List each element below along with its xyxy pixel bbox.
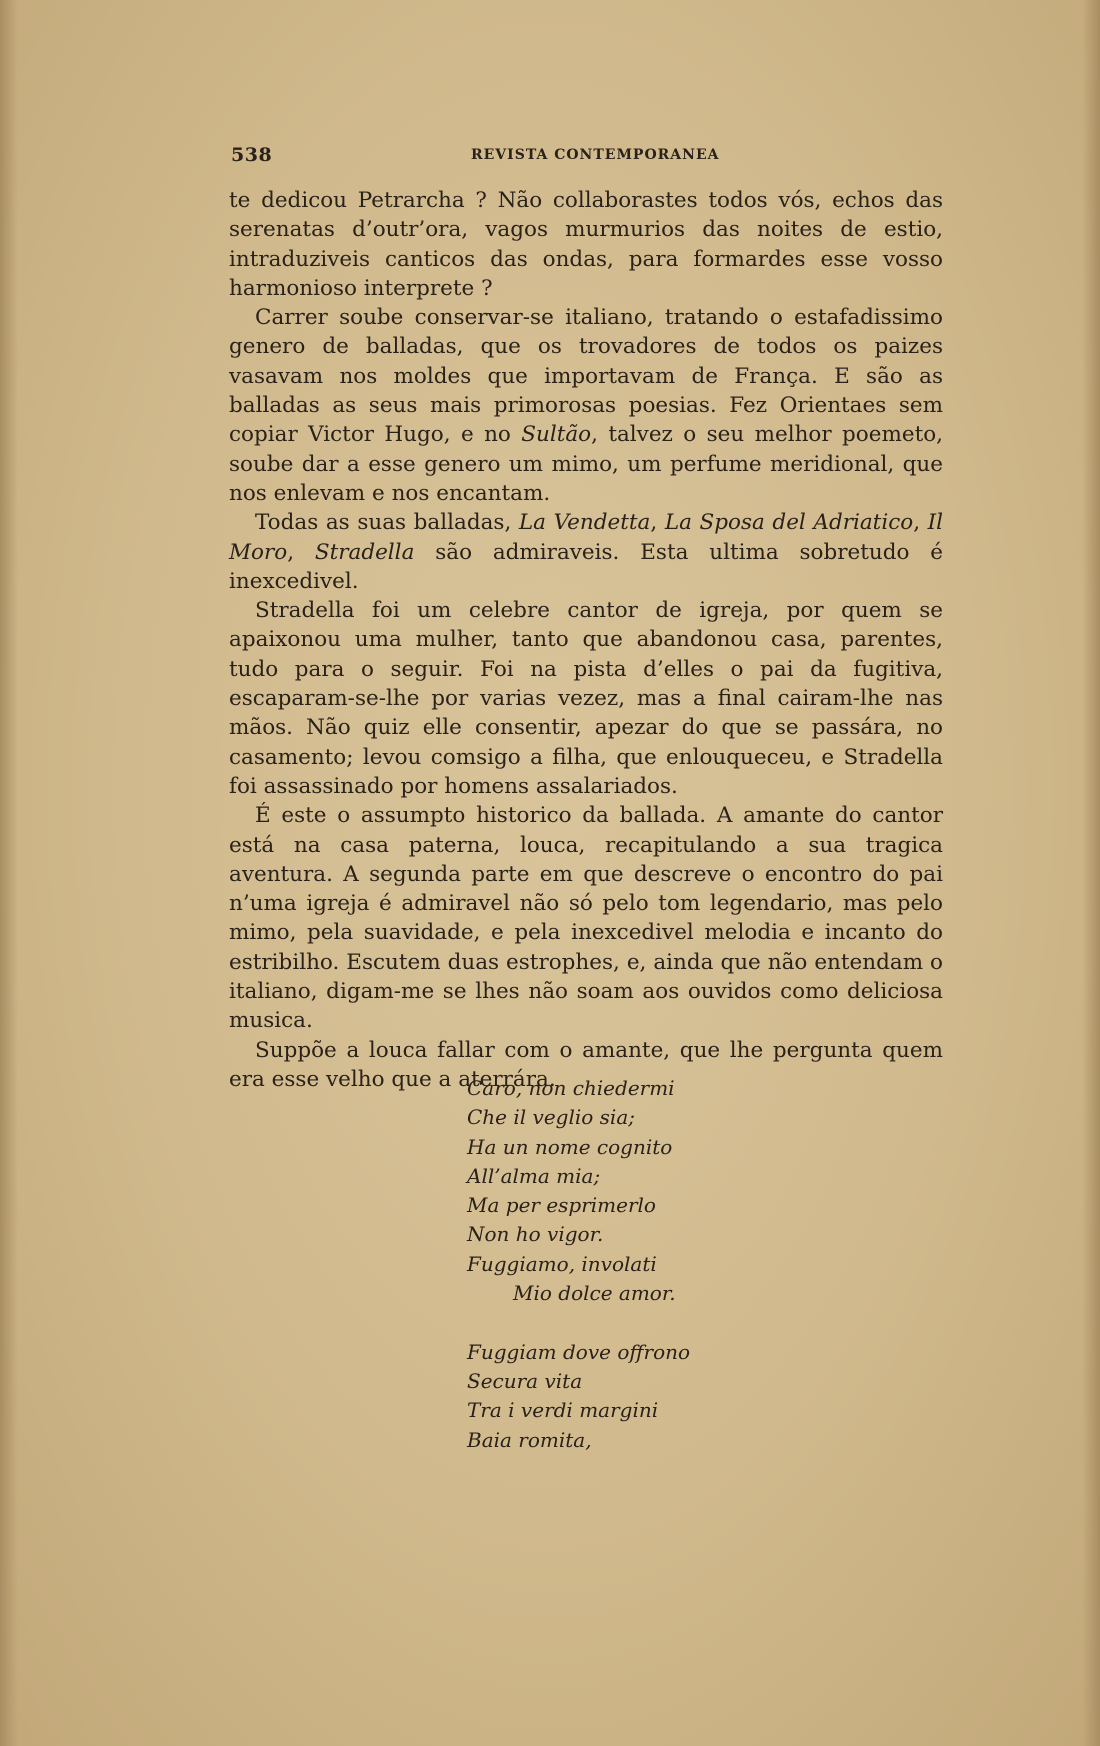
paragraph-text: Todas as suas balladas, <box>255 510 519 536</box>
poem-line: Fuggiam dove offrono <box>467 1339 691 1364</box>
poem-line: Ha un nome cognito <box>467 1134 673 1159</box>
poem-line: Non ho vigor. <box>467 1222 604 1247</box>
poem-line: Fuggiamo, involati <box>467 1251 657 1276</box>
stanza-gap <box>467 1308 690 1337</box>
page-edge-shadow-right <box>1082 0 1100 1746</box>
title-stradella: Stradella <box>314 539 415 565</box>
paragraph-text: É este o assumpto historico da ballada. A amante do cantor está na casa paterna, louca, recapitulando a sua tragica aventura. A segunda parte em que descreve o encontro do pai n’uma igreja é admiravel não só pelo tom legendario, mas pelo mimo, pela suavidade, e pela inexcedivel melodia e incanto do estribilho. Escutem duas estrophes, e, ainda que não entendam o italiano, digam-me se lhes não soam aos ouvidos como deliciosa musica. <box>229 803 943 1034</box>
poem-line: All’alma mia; <box>467 1163 601 1188</box>
paragraph-text: Suppõe a louca fallar com o amante, que lhe pergunta quem era esse velho que a aterrára. <box>229 1037 943 1092</box>
running-head: REVISTA CONTEMPORANEA <box>471 147 720 163</box>
paragraph-5 <box>229 801 943 1035</box>
poem-line: Caro, non chiedermi <box>467 1076 675 1100</box>
title-la-sposa: La Sposa del Adriatico <box>664 510 914 536</box>
paragraph-text: Carrer soube conservar-se italiano, tratando o estafadissimo genero de balladas, que os trovadores de todos os paizes vasavam nos moldes que importavam de França. E são as balladas as seus mais primorosas poesias. Fez Orientaes sem copiar Victor Hugo, e no <box>229 305 943 448</box>
paragraph-text: , talvez o seu melhor poemeto, soube dar a esse genero um mimo, um perfume meridional, que nos enlevam e nos encantam. <box>229 422 943 506</box>
body-text <box>229 186 943 1094</box>
paragraph-2 <box>229 303 943 508</box>
paragraph-text: te dedicou Petrarcha ? Não collaborastes todos vós, echos das serenatas d’outr’ora, vagos murmurios das noites de estio, intraduziveis canticos das ondas, para formardes esse vosso harmonioso interprete ? <box>229 188 943 301</box>
poem-line: Mio dolce amor. <box>513 1281 676 1306</box>
poem-line: Secura vita <box>467 1368 583 1393</box>
paragraph-text: são admiraveis. Esta ultima sobretudo é inexcedivel. <box>229 539 943 594</box>
page-edge-shadow-left <box>0 0 18 1746</box>
punctuation: , <box>913 510 928 536</box>
poem-line: Che il veglio sia; <box>467 1105 635 1130</box>
poem-line: Baia romita, <box>467 1427 592 1452</box>
punctuation: , <box>287 539 315 565</box>
paragraph-text: Stradella foi um celebre cantor de igreja, por quem se apaixonou uma mulher, tanto que abandonou casa, parentes, tudo para o seguir. Foi na pista d’elles o pai da fugitiva, escaparam-se-lhe por varias vezez, mas a final cairam-lhe nas mãos. Não quiz elle consentir, apezar do que se passára, no casamento; levou comsigo a filha, que enlouqueceu, e Stradella foi assassinado por homens assalariados. <box>229 598 943 799</box>
poem-line: Tra i verdi margini <box>467 1398 659 1423</box>
paragraph-1 <box>229 186 943 303</box>
poem-quotation <box>467 1074 690 1455</box>
page-header <box>231 144 946 168</box>
title-sultao: Sultão <box>521 422 592 448</box>
title-il-moro: Il Moro <box>229 510 944 565</box>
paragraph-3 <box>229 508 943 596</box>
punctuation: , <box>650 510 665 536</box>
paragraph-4 <box>229 596 943 801</box>
title-la-vendetta: La Vendetta <box>518 510 651 536</box>
poem-line: Ma per esprimerlo <box>467 1193 656 1218</box>
page-number: 538 <box>231 144 273 166</box>
